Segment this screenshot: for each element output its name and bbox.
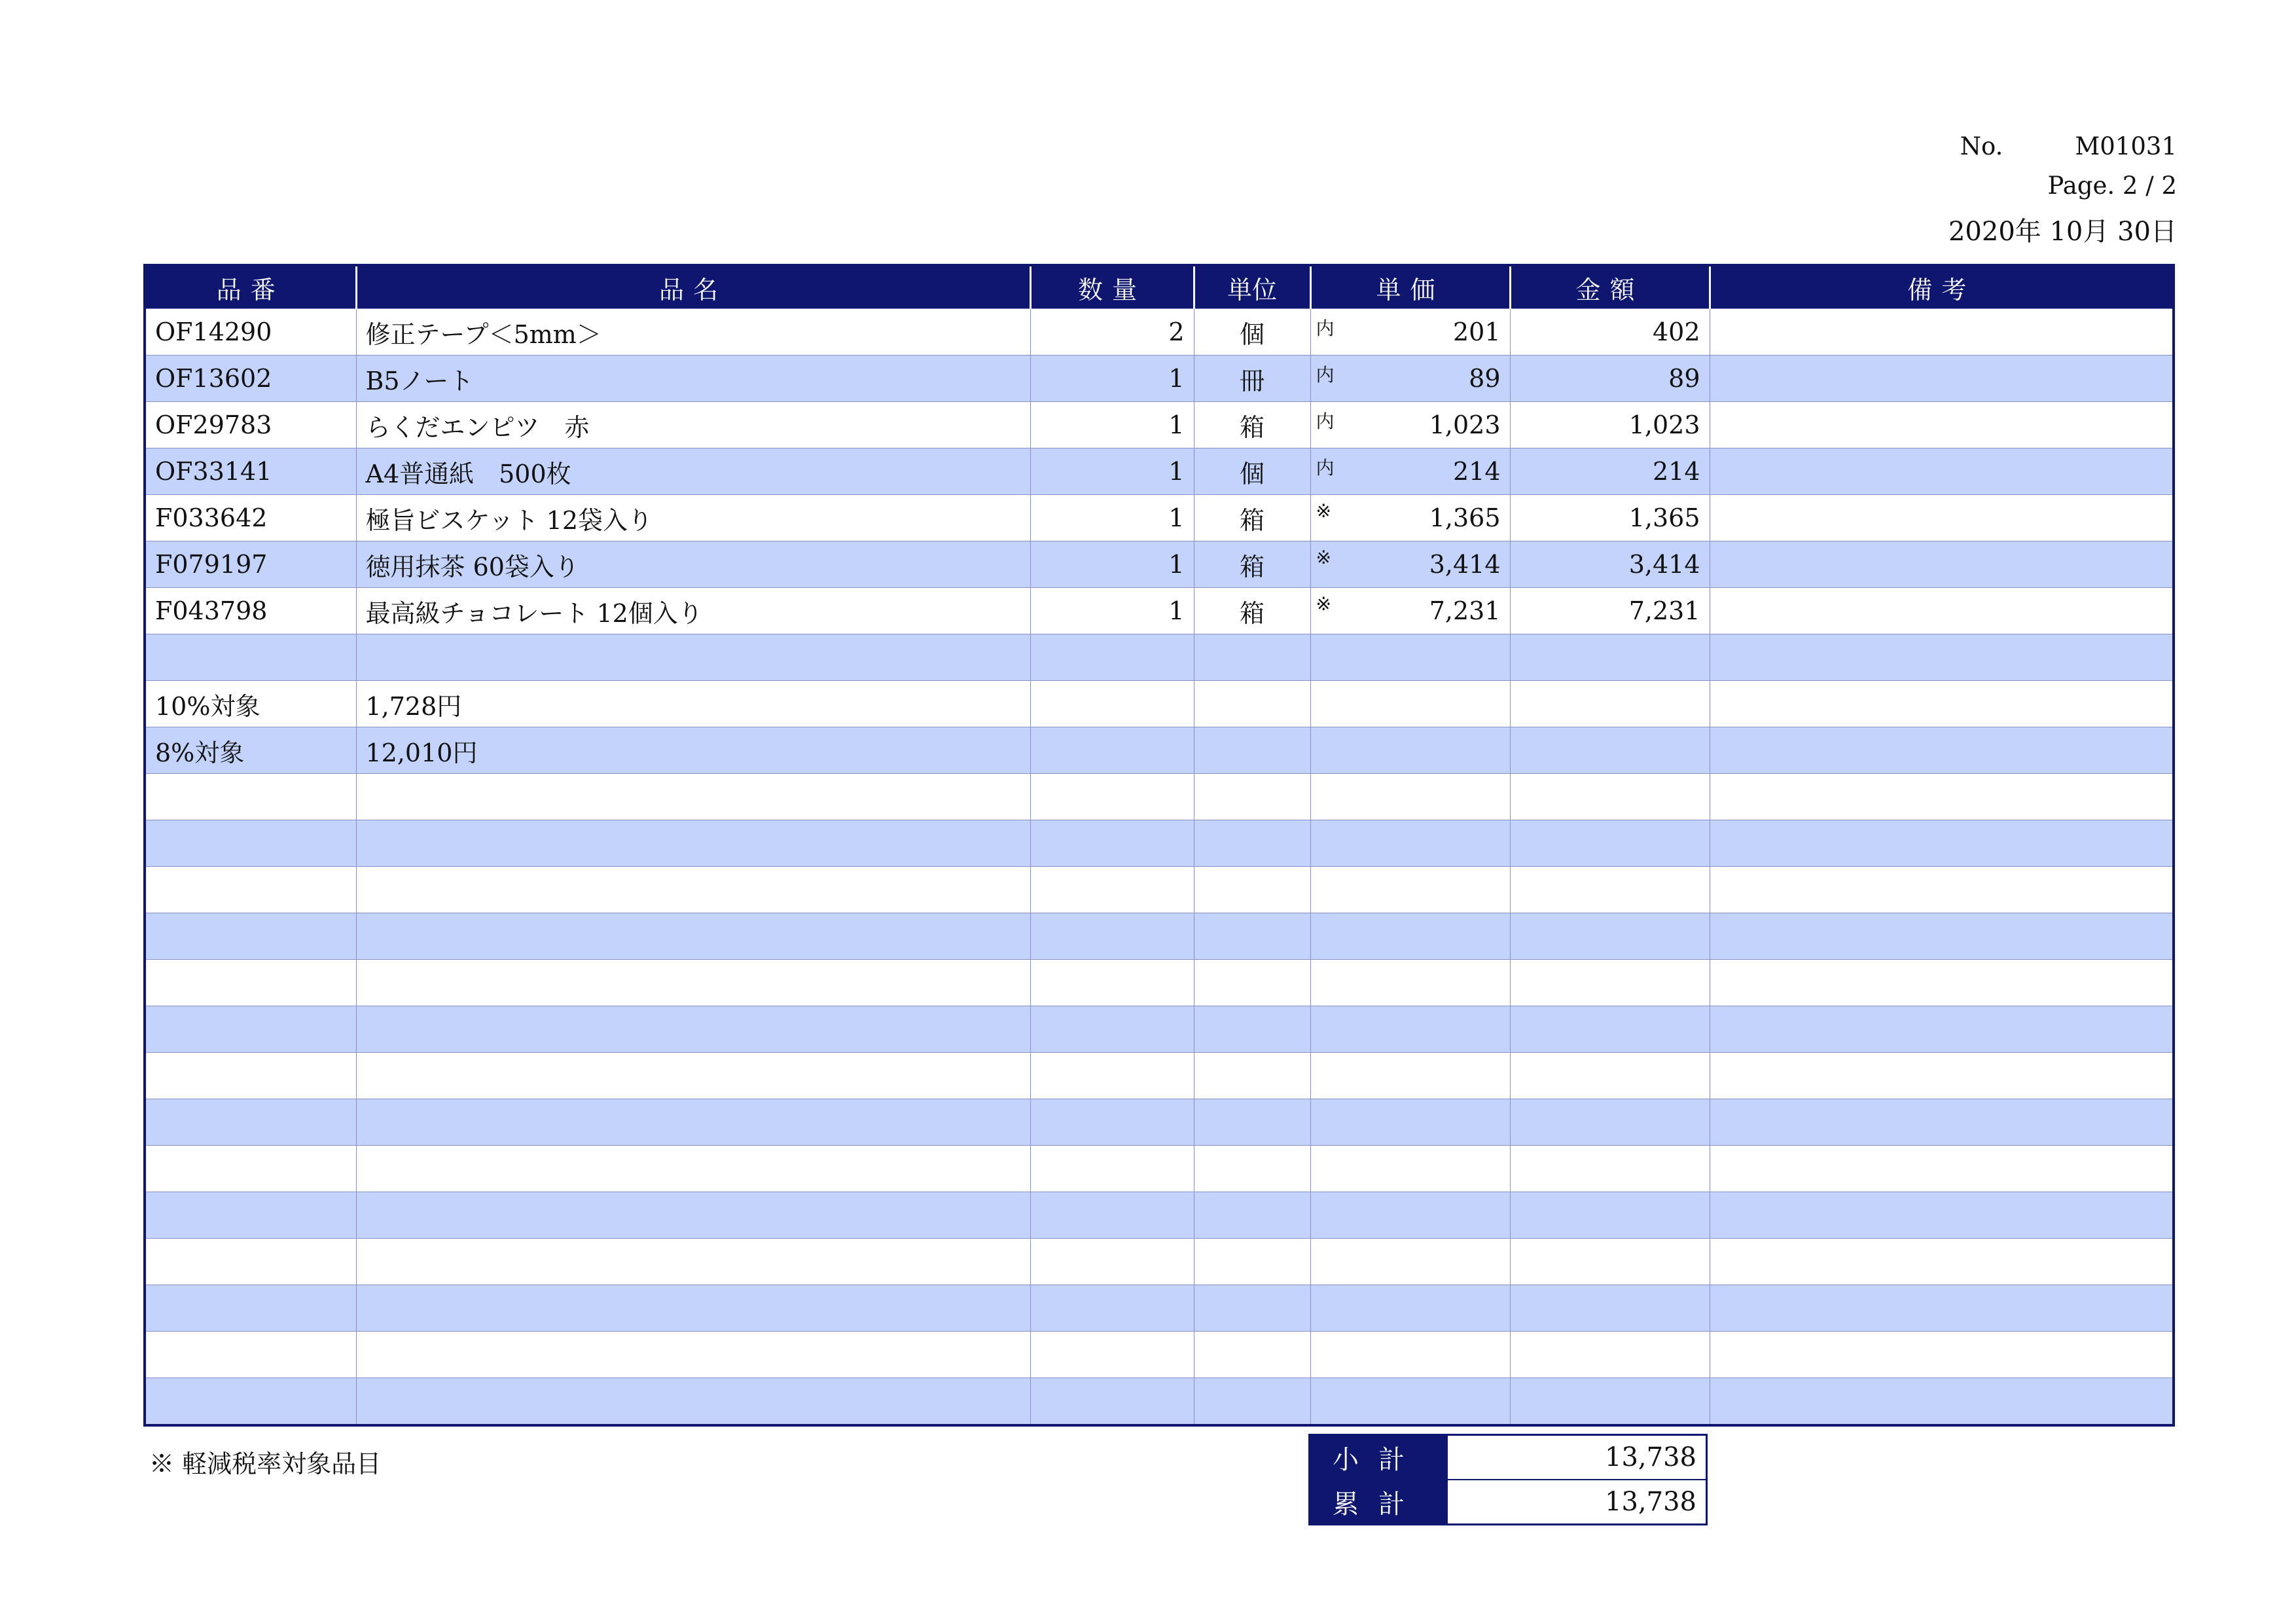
table-row xyxy=(145,1285,2174,1332)
quantity-cell xyxy=(1030,1006,1194,1053)
table-row xyxy=(145,1239,2174,1285)
quantity-cell xyxy=(1030,960,1194,1006)
item-name-cell xyxy=(356,1053,1030,1099)
remarks-cell xyxy=(1710,913,2174,960)
header-item-name: 品名 xyxy=(356,265,1030,309)
item-name-cell xyxy=(356,1006,1030,1053)
unit-price-cell xyxy=(1310,960,1510,1006)
amount-cell xyxy=(1510,913,1710,960)
table-row xyxy=(145,913,2174,960)
table-row xyxy=(145,1099,2174,1146)
unit-price-cell xyxy=(1310,774,1510,820)
quantity-cell xyxy=(1030,681,1194,727)
items-table xyxy=(143,264,2175,1427)
unit-cell xyxy=(1194,1285,1310,1332)
tax-mark: 内 xyxy=(1316,318,1335,339)
unit-cell xyxy=(1194,774,1310,820)
item-name-cell xyxy=(356,1332,1030,1378)
table-row xyxy=(145,960,2174,1006)
unit-price-cell xyxy=(1310,1192,1510,1239)
amount-cell: 214 xyxy=(1510,448,1710,495)
unit-price-cell xyxy=(1310,727,1510,774)
amount-cell xyxy=(1510,1378,1710,1426)
item-name-cell xyxy=(356,1099,1030,1146)
item-code-cell xyxy=(145,1239,356,1285)
table-row xyxy=(145,867,2174,913)
tax-mark: 内 xyxy=(1316,410,1335,432)
unit-price-cell xyxy=(1310,867,1510,913)
quantity-cell: 1 xyxy=(1030,495,1194,541)
unit-price-value: 89 xyxy=(1469,364,1501,393)
cumulative-row xyxy=(1310,1480,1707,1525)
amount-cell xyxy=(1510,1192,1710,1239)
unit-cell: 冊 xyxy=(1194,356,1310,402)
remarks-cell xyxy=(1710,681,2174,727)
amount-cell xyxy=(1510,727,1710,774)
remarks-cell xyxy=(1710,356,2174,402)
unit-price-cell xyxy=(1310,495,1510,541)
document-date: 2020年 10月 30日 xyxy=(1948,217,2177,247)
unit-price-cell xyxy=(1310,634,1510,681)
document-number-value: M01031 xyxy=(2075,132,2177,160)
amount-cell xyxy=(1510,1285,1710,1332)
remarks-cell xyxy=(1710,960,2174,1006)
quantity-cell: 1 xyxy=(1030,356,1194,402)
unit-price-cell xyxy=(1310,1006,1510,1053)
subtotal-value: 13,738 xyxy=(1447,1435,1707,1480)
unit-price-cell xyxy=(1310,356,1510,402)
header-unit-price: 単価 xyxy=(1310,265,1510,309)
amount-cell xyxy=(1510,867,1710,913)
tax-mark: ※ xyxy=(1316,593,1331,615)
amount-cell xyxy=(1510,634,1710,681)
quantity-cell xyxy=(1030,820,1194,867)
document-number-label: No. xyxy=(1960,132,2003,160)
item-code-cell: OF29783 xyxy=(145,402,356,448)
item-code-cell xyxy=(145,774,356,820)
item-code-cell xyxy=(145,820,356,867)
quantity-cell xyxy=(1030,1239,1194,1285)
amount-cell xyxy=(1510,960,1710,1006)
unit-cell: 箱 xyxy=(1194,588,1310,634)
unit-price-value: 7,231 xyxy=(1429,596,1501,625)
quantity-cell xyxy=(1030,1332,1194,1378)
item-name-cell xyxy=(356,913,1030,960)
page-indicator: Page. 2 / 2 xyxy=(2047,172,2177,200)
document-number xyxy=(1960,132,2177,160)
totals-table xyxy=(1308,1434,1708,1525)
amount-cell xyxy=(1510,1099,1710,1146)
unit-cell: 個 xyxy=(1194,309,1310,356)
header-unit: 単位 xyxy=(1194,265,1310,309)
unit-price-cell xyxy=(1310,402,1510,448)
item-code-cell xyxy=(145,1006,356,1053)
quantity-cell: 1 xyxy=(1030,448,1194,495)
item-name-cell xyxy=(356,867,1030,913)
remarks-cell xyxy=(1710,1239,2174,1285)
unit-price-cell xyxy=(1310,1239,1510,1285)
item-code-cell xyxy=(145,1192,356,1239)
amount-cell xyxy=(1510,820,1710,867)
item-code-cell xyxy=(145,1332,356,1378)
table-row xyxy=(145,356,2174,402)
unit-price-cell xyxy=(1310,541,1510,588)
unit-price-cell xyxy=(1310,913,1510,960)
item-name-cell: 徳用抹茶 60袋入り xyxy=(356,541,1030,588)
reduced-tax-note: ※ 軽減税率対象品目 xyxy=(149,1450,382,1478)
unit-price-cell xyxy=(1310,681,1510,727)
item-name-cell: 極旨ビスケット 12袋入り xyxy=(356,495,1030,541)
unit-price-cell xyxy=(1310,820,1510,867)
item-code-cell: OF14290 xyxy=(145,309,356,356)
amount-cell xyxy=(1510,681,1710,727)
table-row xyxy=(145,1053,2174,1099)
remarks-cell xyxy=(1710,1332,2174,1378)
quantity-cell xyxy=(1030,1053,1194,1099)
unit-price-cell xyxy=(1310,1053,1510,1099)
unit-cell: 箱 xyxy=(1194,541,1310,588)
item-name-cell: 1,728円 xyxy=(356,681,1030,727)
unit-cell xyxy=(1194,727,1310,774)
unit-cell xyxy=(1194,867,1310,913)
remarks-cell xyxy=(1710,1192,2174,1239)
unit-cell: 箱 xyxy=(1194,495,1310,541)
item-code-cell xyxy=(145,867,356,913)
item-name-cell: 12,010円 xyxy=(356,727,1030,774)
unit-cell xyxy=(1194,1192,1310,1239)
cumulative-value: 13,738 xyxy=(1447,1480,1707,1525)
amount-cell: 1,365 xyxy=(1510,495,1710,541)
quantity-cell: 1 xyxy=(1030,402,1194,448)
amount-cell: 7,231 xyxy=(1510,588,1710,634)
tax-mark: 内 xyxy=(1316,364,1335,386)
item-name-cell: B5ノート xyxy=(356,356,1030,402)
unit-price-cell xyxy=(1310,1146,1510,1192)
item-code-cell: F033642 xyxy=(145,495,356,541)
unit-price-value: 214 xyxy=(1452,457,1501,486)
unit-cell xyxy=(1194,1146,1310,1192)
header-amount: 金額 xyxy=(1510,265,1710,309)
table-row xyxy=(145,588,2174,634)
tax-mark: ※ xyxy=(1316,500,1331,522)
amount-cell xyxy=(1510,1146,1710,1192)
item-code-cell xyxy=(145,913,356,960)
unit-price-cell xyxy=(1310,1285,1510,1332)
quantity-cell xyxy=(1030,727,1194,774)
remarks-cell xyxy=(1710,541,2174,588)
amount-cell: 89 xyxy=(1510,356,1710,402)
remarks-cell xyxy=(1710,774,2174,820)
item-code-cell xyxy=(145,1378,356,1426)
amount-cell: 402 xyxy=(1510,309,1710,356)
table-row xyxy=(145,309,2174,356)
remarks-cell xyxy=(1710,867,2174,913)
item-name-cell: らくだエンピツ 赤 xyxy=(356,402,1030,448)
unit-cell: 箱 xyxy=(1194,402,1310,448)
table-header-row xyxy=(145,265,2174,309)
remarks-cell xyxy=(1710,1285,2174,1332)
item-code-cell: 8%対象 xyxy=(145,727,356,774)
remarks-cell xyxy=(1710,1378,2174,1426)
unit-cell xyxy=(1194,1053,1310,1099)
amount-cell xyxy=(1510,774,1710,820)
amount-cell xyxy=(1510,1239,1710,1285)
quantity-cell xyxy=(1030,1378,1194,1426)
quantity-cell xyxy=(1030,913,1194,960)
unit-cell: 個 xyxy=(1194,448,1310,495)
remarks-cell xyxy=(1710,727,2174,774)
unit-cell xyxy=(1194,681,1310,727)
unit-price-value: 201 xyxy=(1452,318,1501,346)
item-name-cell xyxy=(356,1239,1030,1285)
table-row xyxy=(145,495,2174,541)
quantity-cell: 1 xyxy=(1030,541,1194,588)
item-code-cell xyxy=(145,1099,356,1146)
item-name-cell xyxy=(356,1146,1030,1192)
header-item-code: 品番 xyxy=(145,265,356,309)
amount-cell xyxy=(1510,1006,1710,1053)
table-row xyxy=(145,1146,2174,1192)
item-code-cell xyxy=(145,960,356,1006)
quantity-cell: 2 xyxy=(1030,309,1194,356)
item-code-cell xyxy=(145,1285,356,1332)
header-remarks: 備考 xyxy=(1710,265,2174,309)
quantity-cell xyxy=(1030,1285,1194,1332)
quantity-cell xyxy=(1030,867,1194,913)
item-code-cell xyxy=(145,1146,356,1192)
unit-cell xyxy=(1194,1099,1310,1146)
quantity-cell xyxy=(1030,1192,1194,1239)
unit-price-cell xyxy=(1310,1099,1510,1146)
remarks-cell xyxy=(1710,495,2174,541)
item-code-cell: OF33141 xyxy=(145,448,356,495)
amount-cell: 3,414 xyxy=(1510,541,1710,588)
item-code-cell xyxy=(145,634,356,681)
table-row xyxy=(145,774,2174,820)
unit-price-cell xyxy=(1310,588,1510,634)
remarks-cell xyxy=(1710,1146,2174,1192)
remarks-cell xyxy=(1710,588,2174,634)
table-row xyxy=(145,402,2174,448)
item-name-cell: 修正テープ＜5mm＞ xyxy=(356,309,1030,356)
unit-cell xyxy=(1194,820,1310,867)
amount-cell xyxy=(1510,1053,1710,1099)
remarks-cell xyxy=(1710,1099,2174,1146)
table-row xyxy=(145,820,2174,867)
remarks-cell xyxy=(1710,309,2174,356)
item-name-cell xyxy=(356,820,1030,867)
unit-cell xyxy=(1194,960,1310,1006)
item-code-cell xyxy=(145,1053,356,1099)
item-name-cell: 最高級チョコレート 12個入り xyxy=(356,588,1030,634)
table-row xyxy=(145,634,2174,681)
item-code-cell: 10%対象 xyxy=(145,681,356,727)
item-name-cell xyxy=(356,1285,1030,1332)
subtotal-label: 小計 xyxy=(1310,1435,1448,1480)
unit-price-value: 1,365 xyxy=(1429,503,1501,532)
table-row xyxy=(145,541,2174,588)
table-row xyxy=(145,1378,2174,1426)
amount-cell: 1,023 xyxy=(1510,402,1710,448)
item-name-cell: A4普通紙 500枚 xyxy=(356,448,1030,495)
unit-price-cell xyxy=(1310,309,1510,356)
unit-price-cell xyxy=(1310,1378,1510,1426)
unit-price-value: 1,023 xyxy=(1429,410,1501,439)
table-row xyxy=(145,448,2174,495)
item-name-cell xyxy=(356,1378,1030,1426)
table-row xyxy=(145,1192,2174,1239)
unit-price-value: 3,414 xyxy=(1429,550,1501,579)
unit-cell xyxy=(1194,1239,1310,1285)
header-quantity: 数量 xyxy=(1030,265,1194,309)
item-code-cell: F043798 xyxy=(145,588,356,634)
unit-price-cell xyxy=(1310,1332,1510,1378)
item-name-cell xyxy=(356,774,1030,820)
quantity-cell xyxy=(1030,634,1194,681)
remarks-cell xyxy=(1710,1006,2174,1053)
table-row xyxy=(145,727,2174,774)
item-name-cell xyxy=(356,1192,1030,1239)
item-code-cell: F079197 xyxy=(145,541,356,588)
item-code-cell: OF13602 xyxy=(145,356,356,402)
remarks-cell xyxy=(1710,1053,2174,1099)
quantity-cell xyxy=(1030,774,1194,820)
unit-price-cell xyxy=(1310,448,1510,495)
table-row xyxy=(145,681,2174,727)
cumulative-label: 累計 xyxy=(1310,1480,1448,1525)
tax-mark: 内 xyxy=(1316,457,1335,479)
table-row xyxy=(145,1332,2174,1378)
item-name-cell xyxy=(356,634,1030,681)
item-name-cell xyxy=(356,960,1030,1006)
subtotal-row xyxy=(1310,1435,1707,1480)
remarks-cell xyxy=(1710,634,2174,681)
remarks-cell xyxy=(1710,448,2174,495)
remarks-cell xyxy=(1710,820,2174,867)
table-row xyxy=(145,1006,2174,1053)
unit-cell xyxy=(1194,913,1310,960)
quantity-cell: 1 xyxy=(1030,588,1194,634)
unit-cell xyxy=(1194,1332,1310,1378)
unit-cell xyxy=(1194,1006,1310,1053)
unit-cell xyxy=(1194,634,1310,681)
amount-cell xyxy=(1510,1332,1710,1378)
quantity-cell xyxy=(1030,1146,1194,1192)
quantity-cell xyxy=(1030,1099,1194,1146)
unit-cell xyxy=(1194,1378,1310,1426)
tax-mark: ※ xyxy=(1316,547,1331,568)
remarks-cell xyxy=(1710,402,2174,448)
